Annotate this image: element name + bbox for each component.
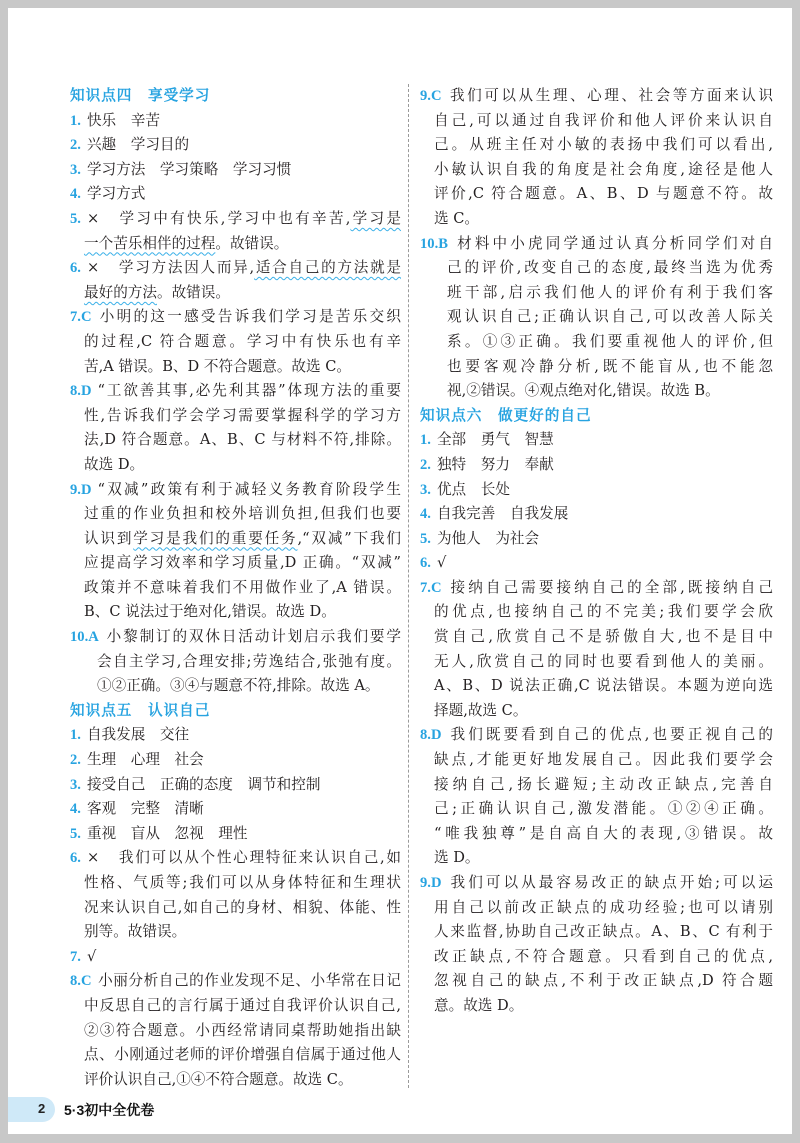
answer-line	[70, 404, 401, 429]
answer-line	[420, 625, 773, 650]
answer-line	[420, 133, 773, 158]
answer-number: 9.D	[70, 481, 92, 498]
answer-item	[70, 158, 401, 183]
answer-number: 7.	[70, 948, 81, 965]
answer-line	[70, 281, 401, 306]
answer-line	[420, 994, 773, 1019]
answer-line	[420, 674, 773, 699]
answer-number: 10.A	[70, 629, 99, 646]
answer-line	[70, 478, 401, 503]
answer-number: 3.	[420, 481, 431, 498]
answer-mark: ×	[86, 849, 100, 867]
answer-line	[420, 207, 773, 232]
answer-number: 9.D	[420, 875, 442, 891]
underlined-key-phrase: 适合自己的方法就是	[254, 259, 401, 277]
answer-number: 5.	[420, 530, 431, 547]
answer-line	[70, 822, 401, 847]
answer-text: 己。从班主任对小敏的表扬中我们可以看出,	[434, 136, 773, 154]
answer-text: 选 D。	[434, 849, 480, 867]
answer-line	[70, 600, 401, 625]
answer-line	[420, 256, 773, 281]
answer-line	[70, 182, 401, 207]
answer-number: 2.	[420, 456, 431, 473]
left-column	[70, 84, 401, 1092]
answer-text: 客观 完整 清晰	[86, 800, 204, 818]
answer-line	[420, 969, 773, 994]
answer-line	[420, 527, 773, 552]
answer-line	[70, 797, 401, 822]
answer-line	[420, 896, 773, 921]
answer-line	[420, 305, 773, 330]
underlined-key-phrase: 学习是	[350, 209, 401, 227]
answer-line	[70, 1068, 401, 1093]
answer-text: 我们可以从个性心理特征来认识自己,如	[117, 849, 401, 867]
answer-text: ②③符合题意。小西经常请同桌帮助她指出缺	[84, 1021, 401, 1039]
answer-line	[420, 920, 773, 945]
answer-text: 忽视自己的缺点,不利于改正缺点,D 符合题	[434, 972, 773, 990]
answer-text: 我们可以从生理、心理、社会等方面来认识	[447, 87, 773, 104]
answer-text: 别等。故错误。	[84, 923, 187, 941]
answer-text: 学习中有快乐,学习中也有辛苦,	[117, 209, 351, 227]
answer-text: 接纳自己需要接纳自己的全部,既接纳自己	[447, 578, 773, 596]
answer-number: 6.	[420, 555, 431, 572]
answer-line	[420, 871, 773, 896]
answer-line	[420, 281, 773, 306]
answer-line	[420, 453, 773, 478]
answer-line	[420, 699, 773, 724]
answer-item	[70, 773, 401, 798]
answer-line	[70, 305, 401, 330]
answer-text: 法,D 符合题意。A、B、C 与材料不符,排除。	[84, 431, 401, 449]
answer-text: 的过程,C 符合题意。学习中有快乐也有辛	[84, 332, 401, 350]
answer-line	[420, 330, 773, 355]
answer-number: 5.	[70, 825, 81, 842]
answer-item	[420, 453, 773, 478]
answer-line	[70, 232, 401, 257]
answer-text: ①②正确。③④与题意不符,排除。故选 A。	[97, 677, 380, 695]
answer-text: “工欲善其事,必先利其器”体现方法的重要	[97, 382, 401, 400]
answer-line	[70, 920, 401, 945]
answer-number: 1.	[70, 727, 81, 744]
answer-text: 生理 心理 社会	[86, 751, 204, 769]
answer-line	[70, 994, 401, 1019]
answer-number: 3.	[70, 776, 81, 793]
answer-line	[70, 453, 401, 478]
answer-mark: ×	[86, 209, 100, 227]
answer-item	[70, 478, 401, 626]
answer-item	[70, 945, 401, 970]
answer-line	[70, 650, 401, 675]
answer-text: 赏自己,欣赏自己不是骄傲自大,也不是目中	[434, 628, 773, 646]
answer-text: 政策并不意味着我们不用做作业了,A 错误。	[84, 578, 401, 596]
answer-line	[420, 846, 773, 871]
answer-number: 6.	[70, 260, 81, 277]
answer-line	[420, 945, 773, 970]
book-title: 5·3初中全优卷	[64, 1102, 155, 1118]
answer-text: 性格、气质等;我们可以从身体特征和生理状	[84, 874, 401, 891]
answer-text: 小黎制订的双休日活动计划启示我们要学	[104, 628, 401, 646]
answer-number: 6.	[70, 850, 81, 867]
answer-number: 5.	[70, 210, 81, 227]
page-number: 2	[38, 1101, 46, 1116]
underlined-key-phrase: 最好的方法	[84, 283, 157, 301]
answer-number: 1.	[420, 432, 431, 449]
answer-text: 过重的作业负担和校外培训负担,但我们也要	[84, 505, 401, 523]
answer-line	[70, 355, 401, 380]
answer-line	[420, 600, 773, 625]
answer-text: 视,②错误。④观点绝对化,错误。故选 B。	[447, 382, 720, 400]
answer-line	[420, 822, 773, 847]
answer-line	[420, 84, 773, 109]
answer-item	[70, 748, 401, 773]
answer-item	[420, 84, 773, 232]
section-heading: 知识点四 享受学习	[70, 87, 211, 104]
page	[8, 8, 792, 1134]
answer-text: 。故错误。	[215, 234, 289, 252]
answer-text: 应提高学习效率和学习质量,D 正确。“双减”	[84, 554, 401, 572]
answer-number: 8.D	[420, 727, 442, 744]
answer-text: √	[86, 947, 97, 965]
answer-text: 全部 勇气 智慧	[436, 431, 554, 449]
answer-text: 认识到	[84, 529, 134, 547]
answer-text: B、C 说法过于绝对化,错误。故选 D。	[84, 603, 336, 621]
answer-line	[70, 896, 401, 921]
answer-number: 8.C	[70, 973, 92, 990]
answer-line	[420, 748, 773, 773]
answer-item	[70, 109, 401, 134]
answer-line	[70, 207, 401, 232]
answer-text: 人来监督,协助自己改正缺点。A、B、C 有利于	[434, 923, 773, 941]
underlined-key-phrase: 学习是我们的重要任务	[133, 529, 298, 547]
answer-line	[70, 502, 401, 527]
answer-item	[70, 256, 401, 305]
answer-item	[70, 625, 401, 699]
answer-item	[420, 428, 773, 453]
answer-text: 接受自己 正确的态度 调节和控制	[86, 775, 321, 793]
answer-text: “唯我独尊”是自高自大的表现,③错误。故	[434, 824, 773, 842]
answer-line	[70, 723, 401, 748]
answer-text: 我们可以从最容易改正的缺点开始;可以运	[447, 874, 773, 891]
answer-item	[70, 822, 401, 847]
answer-text: 评价,C 符合题意。A、B、D 与题意不符。故	[434, 185, 773, 203]
answer-number: 3.	[70, 161, 81, 178]
answer-line	[70, 527, 401, 552]
answer-line	[420, 650, 773, 675]
answer-line	[420, 355, 773, 380]
column-divider	[408, 84, 409, 1088]
answer-text: 点、小刚通过老师的评价增强自信属于通过他人	[84, 1046, 401, 1064]
answer-line	[420, 551, 773, 576]
answer-number: 7.C	[420, 579, 442, 596]
answer-text: 班干部,启示我们他人的评价有利于我们客	[447, 283, 773, 301]
answer-line	[70, 330, 401, 355]
answer-text: 无人,欣赏自己的同时也要看到他人的美丽。	[434, 652, 773, 670]
answer-line	[70, 945, 401, 970]
answer-line	[420, 773, 773, 798]
answer-item	[70, 797, 401, 822]
answer-text: “双减”政策有利于减轻义务教育阶段学生	[97, 480, 401, 498]
answer-text: 。故错误。	[156, 283, 230, 301]
answer-text: 会自主学习,合理安排;劳逸结合,张弛有度。	[97, 652, 401, 670]
answer-mark: ×	[86, 259, 100, 277]
answer-text: 性,告诉我们学会学习需要掌握科学的学习方	[84, 406, 401, 424]
answer-text: 接纳自己,扬长避短;主动改正缺点,完善自	[434, 775, 773, 793]
answer-line	[420, 182, 773, 207]
answer-text: 择题,故选 C。	[434, 701, 528, 719]
answer-text: 优点 长处	[436, 480, 510, 498]
answer-text: 自己,可以通过自我评价和他人评价来认识自	[434, 111, 773, 129]
answer-text: 学习方式	[86, 185, 146, 203]
answer-text: 况来认识自己,如自己的身材、相貌、体能、性	[84, 898, 401, 916]
answer-line	[420, 428, 773, 453]
answer-number: 4.	[420, 506, 431, 523]
answer-line	[420, 478, 773, 503]
answer-item	[70, 969, 401, 1092]
answer-text: 选 C。	[434, 209, 479, 227]
answer-item	[420, 478, 773, 503]
answer-number: 7.C	[70, 309, 92, 326]
answer-line	[420, 576, 773, 601]
answer-line	[70, 871, 401, 896]
answer-text: 己;正确认识自己,激发潜能。①②④正确。	[434, 800, 773, 818]
answer-text: √	[436, 554, 447, 572]
answer-item	[420, 232, 773, 404]
answer-item	[70, 305, 401, 379]
answer-text: 自我完善 自我发展	[436, 505, 569, 523]
answer-number: 1.	[70, 112, 81, 129]
answer-item	[70, 723, 401, 748]
answer-line	[70, 1043, 401, 1068]
answer-text: 用自己以前改正缺点的成功经验;也可以请别	[434, 898, 773, 916]
answer-text: 兴趣 学习目的	[86, 136, 190, 154]
answer-text: 也要客观冷静分析,既不能盲从,也不能忽	[447, 357, 773, 375]
answer-text: 小明的这一感受告诉我们学习是苦乐交织	[97, 308, 401, 326]
answer-item	[70, 133, 401, 158]
answer-number: 8.D	[70, 383, 92, 400]
answer-item	[420, 502, 773, 527]
answer-text: ,“双减”下我们	[297, 529, 401, 547]
answer-line	[420, 502, 773, 527]
answer-text: A、B、D 说法正确,C 说法错误。本题为逆向选	[434, 677, 773, 695]
answer-text: 故选 D。	[84, 455, 145, 473]
answer-item	[420, 871, 773, 1019]
answer-item	[70, 379, 401, 477]
answer-line	[420, 232, 773, 257]
answer-line	[70, 969, 401, 994]
answer-text: 缺点,才能更好地发展自己。因此我们要学会	[434, 751, 773, 769]
section-heading: 知识点五 认识自己	[70, 701, 211, 719]
answer-text: 观认识自己;正确认识自己,可以改善人际关	[447, 308, 773, 326]
answer-text: 评价认识自己,①④不符合题意。故选 C。	[84, 1070, 353, 1088]
answer-item	[70, 182, 401, 207]
answer-line	[420, 158, 773, 183]
answer-item	[70, 207, 401, 256]
answer-line	[70, 256, 401, 281]
answer-number: 2.	[70, 752, 81, 769]
right-column	[420, 84, 773, 1019]
underlined-key-phrase: 一个苦乐相伴的过程	[84, 234, 216, 252]
answer-line	[70, 109, 401, 134]
answer-number: 2.	[70, 137, 81, 154]
answer-text: 改正缺点,不符合题意。只看到自己的优点,	[434, 947, 773, 965]
section-heading: 知识点六 做更好的自己	[420, 406, 592, 424]
answer-text: 的优点,也接纳自己的不完美;我们要学会欣	[434, 603, 773, 621]
answer-text: 苦,A 错误。B、D 不符合题意。故选 C。	[84, 357, 351, 375]
answer-text: 为他人 为社会	[436, 529, 540, 547]
answer-text: 学习方法因人而异,	[117, 259, 255, 277]
answer-line	[70, 379, 401, 404]
answer-item	[70, 846, 401, 944]
answer-line	[70, 551, 401, 576]
answer-text: 重视 盲从 忽视 理性	[86, 824, 248, 842]
answer-line	[70, 748, 401, 773]
answer-line	[70, 158, 401, 183]
answer-text: 小丽分析自己的作业发现不足、小华常在日记	[97, 972, 401, 990]
page-number-tab	[8, 1097, 55, 1122]
answer-text: 系。①③正确。我们要重视他人的评价,但	[447, 332, 773, 350]
answer-item	[420, 551, 773, 576]
answer-text: 小敏认识自我的角度是社会角度,途径是他人	[434, 160, 773, 178]
answer-text: 材料中小虎同学通过认真分析同学们对自	[453, 234, 773, 252]
answer-line	[70, 428, 401, 453]
answer-text: 学习方法 学习策略 学习习惯	[86, 160, 292, 178]
answer-line	[420, 109, 773, 134]
answer-line	[70, 625, 401, 650]
answer-number: 10.B	[420, 235, 448, 252]
answer-number: 4.	[70, 186, 81, 203]
answer-line	[70, 773, 401, 798]
answer-text: 独特 努力 奉献	[436, 455, 554, 473]
answer-line	[70, 576, 401, 601]
answer-line	[70, 1019, 401, 1044]
answer-text: 自我发展 交往	[86, 726, 190, 744]
answer-item	[420, 576, 773, 724]
answer-text: 快乐 辛苦	[86, 111, 160, 129]
answer-text: 意。故选 D。	[434, 996, 524, 1014]
answer-line	[420, 797, 773, 822]
answer-line	[420, 723, 773, 748]
answer-line	[70, 674, 401, 699]
answer-number: 9.C	[420, 88, 442, 104]
answer-line	[70, 133, 401, 158]
answer-text: 己的评价,改变自己的态度,最终当选为优秀	[447, 259, 773, 277]
answer-line	[420, 379, 773, 404]
answer-item	[420, 723, 773, 871]
answer-number: 4.	[70, 801, 81, 818]
answer-text: 我们既要看到自己的优点,也要正视自己的	[447, 726, 773, 744]
answer-text: 中反思自己的言行属于通过自我评价认识自己,	[84, 996, 401, 1014]
answer-item	[420, 527, 773, 552]
answer-line	[70, 846, 401, 871]
